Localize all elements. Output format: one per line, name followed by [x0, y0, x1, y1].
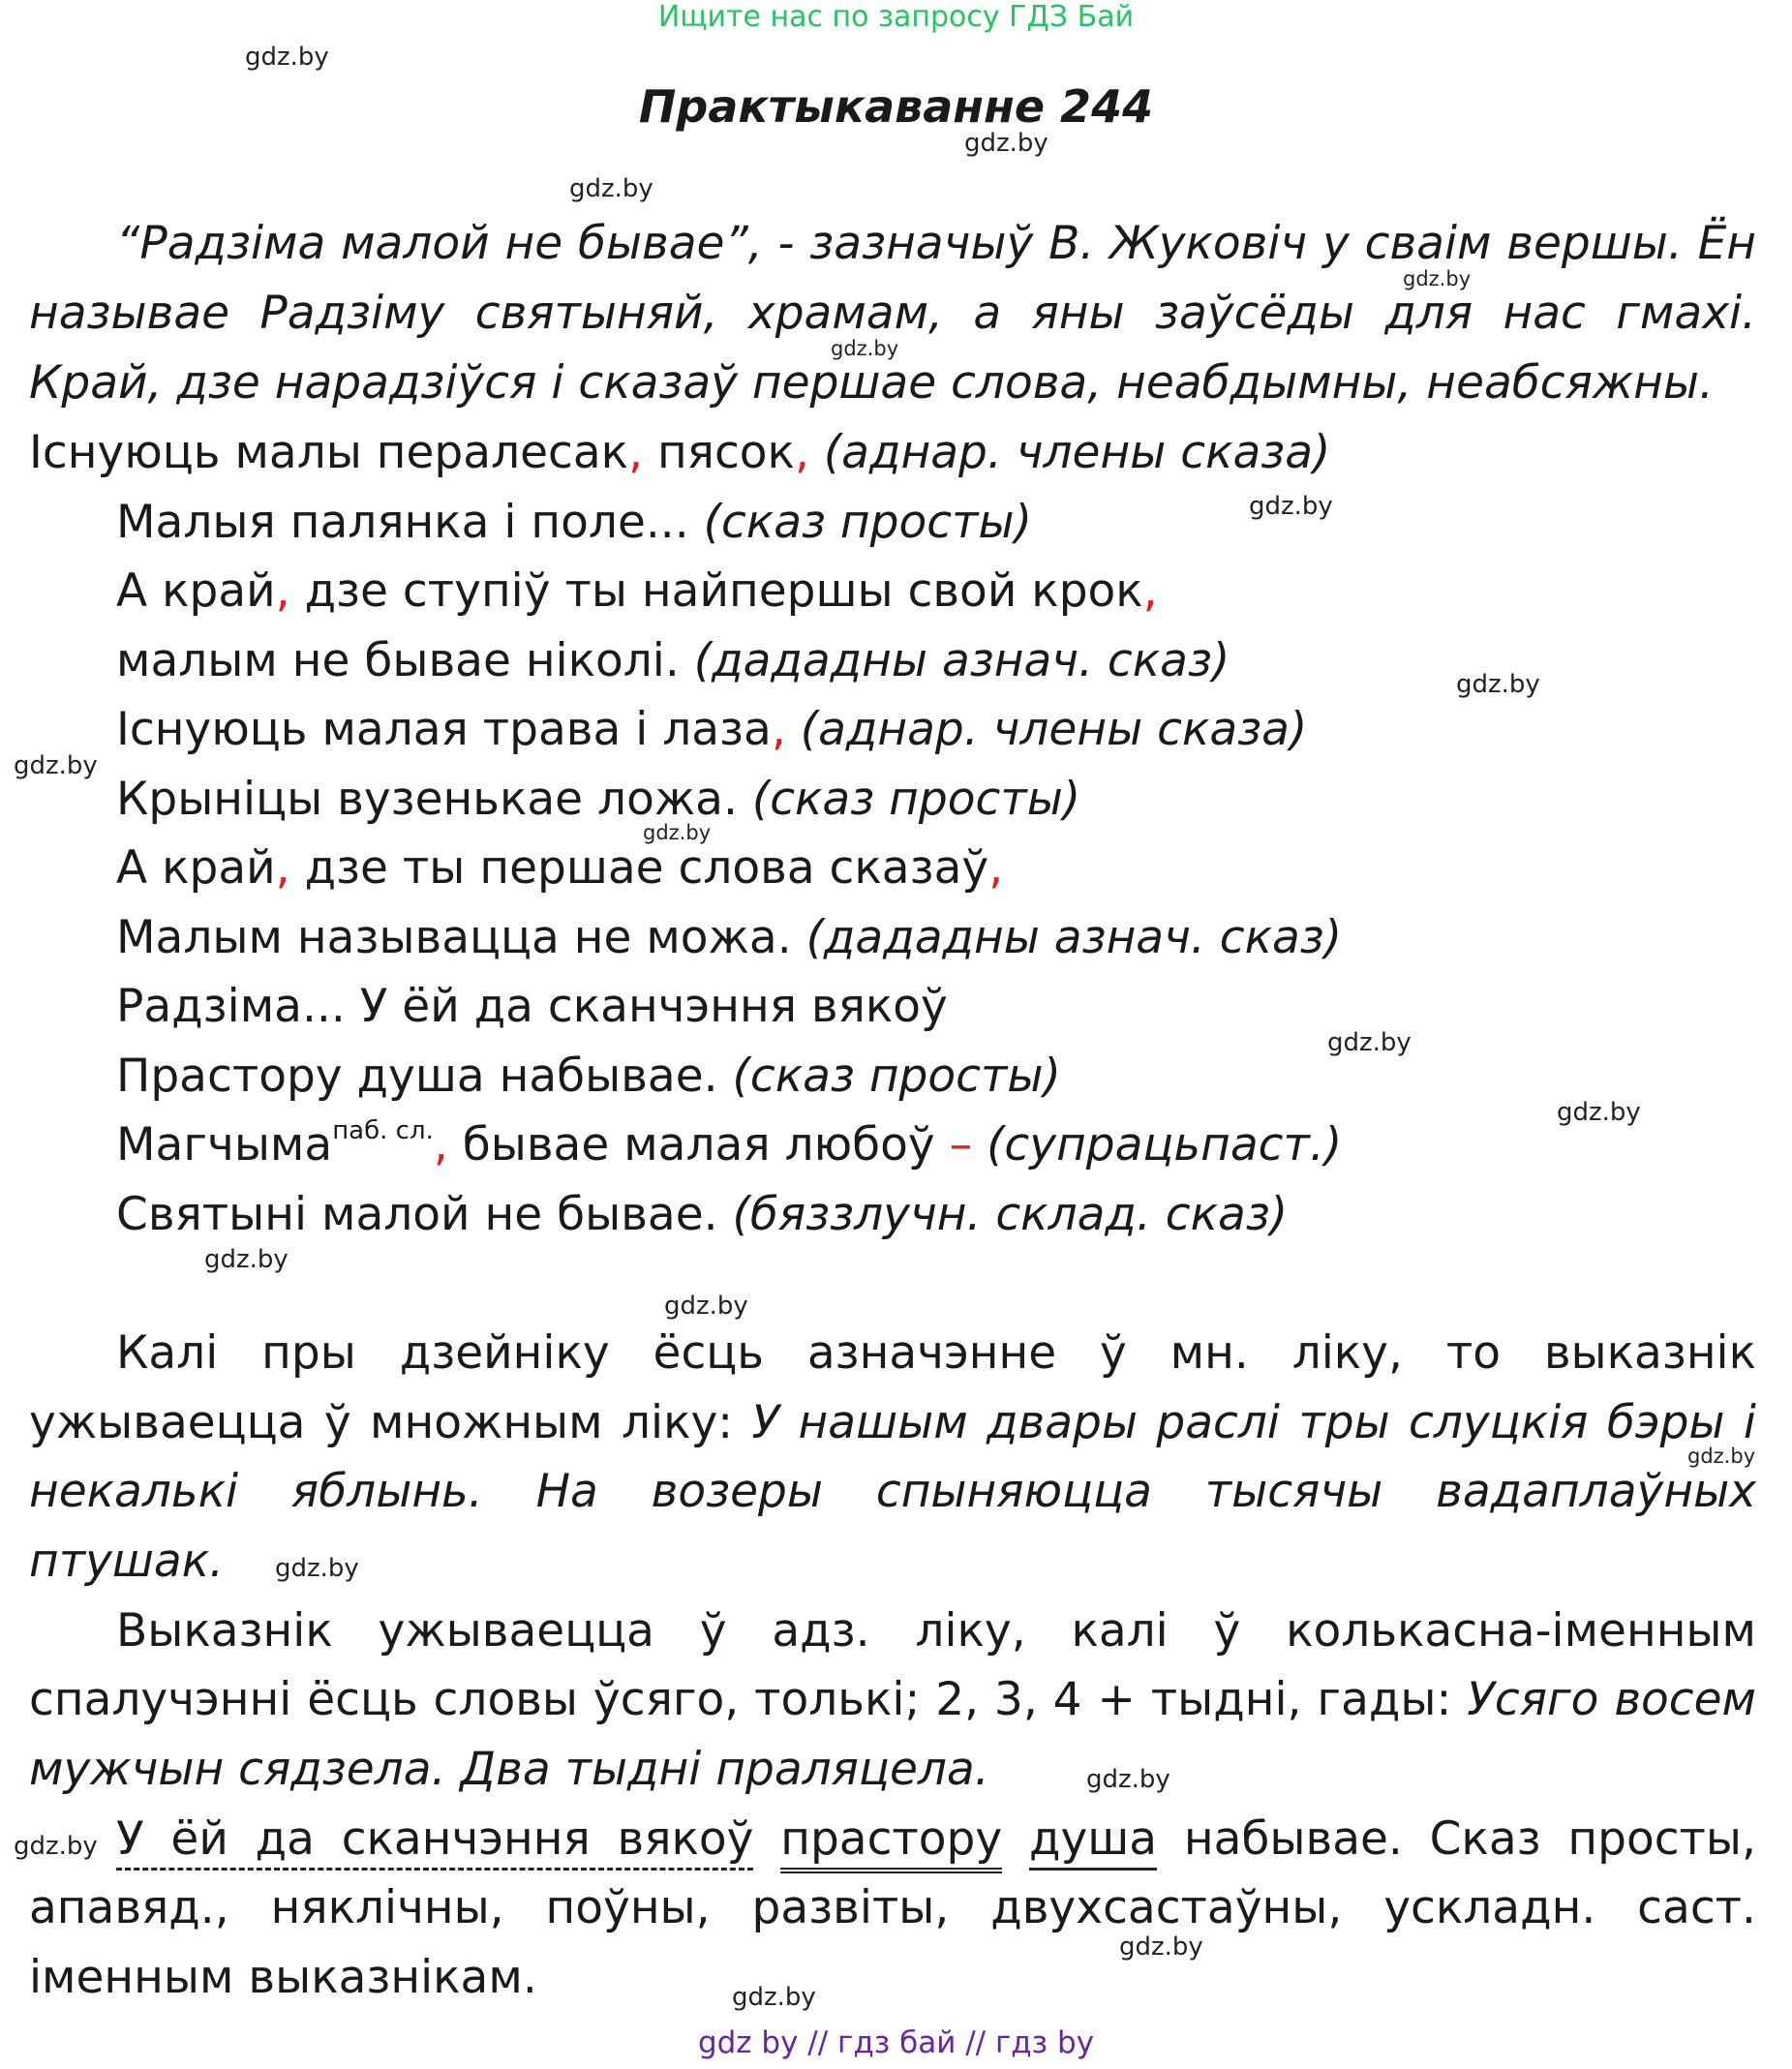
- poem-line: Існуюць малы пералесак, пясок, (аднар. члены сказа): [29, 426, 1331, 479]
- rule-line: спалучэнні ёсць словы ўсяго, толькі; 2, 3, 4 + тыдні, гады: Усяго восем: [29, 1673, 1757, 1726]
- footer-links[interactable]: gdz by // гдз бай // гдз by: [697, 2025, 1095, 2060]
- watermark: gdz.by: [275, 1554, 359, 1583]
- predicate-underline: прастору: [780, 1812, 1002, 1873]
- subject-underline: душа: [1029, 1812, 1157, 1871]
- prose-line: называе Радзіму святыняй, храмам, а яны заўсёды для нас гмахі.: [29, 287, 1756, 340]
- watermark: gdz.by: [1557, 1098, 1641, 1127]
- rule-line: ужываецца ў множным ліку: У нашым двары раслі тры слуцкія бэры і: [29, 1396, 1756, 1449]
- watermark: gdz.by: [1456, 670, 1540, 699]
- watermark: gdz.by: [831, 337, 899, 360]
- rule-line: мужчын сядзела. Два тыдні праляцела.: [29, 1743, 989, 1796]
- rule-line: птушак.: [29, 1535, 225, 1588]
- poem-line: Крыніцы вузенькае ложа. (сказ просты): [116, 773, 1081, 826]
- watermark: gdz.by: [14, 751, 98, 780]
- watermark: gdz.by: [1687, 1445, 1756, 1468]
- adverbial-underline: У ёй да сканчэння вякоў: [116, 1812, 753, 1871]
- rule-line: некалькі яблынь. На возеры спыняюцца тысячы вадаплаўных: [29, 1465, 1756, 1518]
- exercise-title: Практыкаванне 244: [638, 80, 1154, 133]
- poem-line: Прастору душа набывае. (сказ просты): [116, 1050, 1061, 1103]
- watermark: gdz.by: [245, 43, 329, 72]
- poem-line: А край, дзе ступіў ты найпершы свой крок,: [116, 564, 1158, 618]
- watermark: gdz.by: [204, 1245, 289, 1274]
- watermark: gdz.by: [14, 1832, 98, 1861]
- poem-line: Святыні малой не бывае. (бяззлучн. склад. сказ): [116, 1188, 1289, 1241]
- analysis-line: У ёй да сканчэння вякоў прастору душа набывае. Сказ просты,: [29, 1810, 1756, 1869]
- top-banner[interactable]: Ищите нас по запросу ГДЗ Бай: [657, 0, 1135, 34]
- watermark: gdz.by: [1119, 1932, 1203, 1962]
- poem-line: малым не бывае ніколі. (дададны азнач. сказ): [116, 634, 1230, 687]
- watermark: gdz.by: [664, 1292, 748, 1321]
- watermark: gdz.by: [732, 1983, 816, 2012]
- watermark: gdz.by: [1327, 1028, 1412, 1057]
- rule-line: Калі пры дзейніку ёсць азначэнне ў мн. ліку, то выказнік: [116, 1326, 1756, 1380]
- rule-line: Выказнік ужываецца ў адз. ліку, калі ў колькасна-іменным: [116, 1604, 1756, 1658]
- poem-line: Існуюць малая трава і лаза, (аднар. члены сказа): [116, 703, 1308, 756]
- analysis-line: апавяд., няклічны, поўны, развіты, двухсастаўны, ускладн. саст.: [29, 1881, 1756, 1934]
- poem-line: Магчыма$^{паб. сл.}$, бывае малая любоў – (супрацьпаст.): [116, 1116, 1343, 1171]
- watermark: gdz.by: [1086, 1765, 1170, 1794]
- analysis-line: іменным выказнікам.: [29, 1951, 537, 2004]
- poem-line: Малыя палянка і поле... (сказ просты): [116, 496, 1032, 549]
- watermark: gdz.by: [1403, 267, 1472, 290]
- watermark: gdz.by: [643, 821, 712, 844]
- poem-line: А край, дзе ты першае слова сказаў,: [116, 841, 1004, 895]
- watermark: gdz.by: [569, 174, 653, 203]
- prose-line: “Радзіма малой не бывае”, - зазначыў В. Жуковіч у сваім вершы. Ён: [116, 217, 1756, 270]
- poem-line: Малым называцца не можа. (дададны азнач. сказ): [116, 911, 1343, 964]
- poem-line: Радзіма... У ёй да сканчэння вякоў: [116, 980, 948, 1033]
- prose-line: Край, дзе нарадзіўся і сказаў першае слова, неабдымны, неабсяжны.: [29, 356, 1714, 410]
- watermark: gdz.by: [964, 129, 1048, 158]
- watermark: gdz.by: [1249, 492, 1333, 521]
